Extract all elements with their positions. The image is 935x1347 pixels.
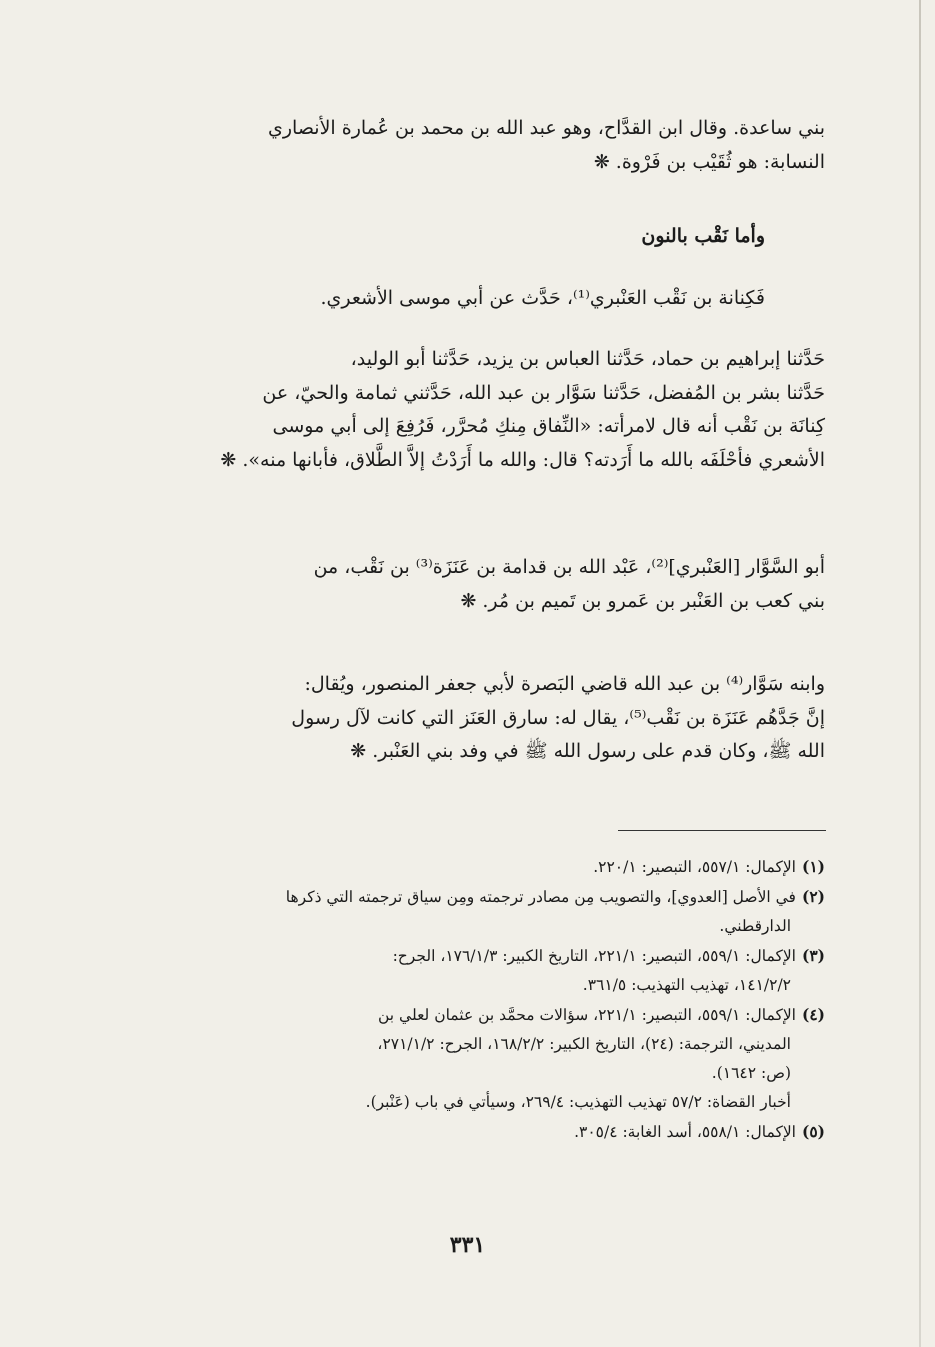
footnote-number: (٤): [801, 1005, 825, 1024]
text-line: النسابة: هو ثُقَيْب بن فَرْوة. ❋: [593, 150, 825, 173]
footnote-text: الإكمال: ٥٥٨/١، أسد الغابة: ٣٠٥/٤.: [574, 1123, 796, 1141]
text-line: بني كعب بن العَنْبر بن عَمرو بن تَميم بن مُر. ❋: [460, 589, 825, 612]
text-line: الله ﷺ، وكان قدم على رسول الله ﷺ في وفد بني العَنْبر. ❋: [350, 740, 825, 762]
footnote-number: (٣): [801, 946, 825, 965]
footnote-text: الإكمال: ٥٥٩/١، التبصير: ٢٢١/١، سؤالات محمَّد بن عثمان لعلي بن: [377, 1006, 796, 1024]
section-heading: وأما نَقْب بالنون: [641, 225, 765, 247]
footnote-number: (٥): [801, 1122, 825, 1141]
text-line: فَكِنانة بن نَقْب العَنْبري⁽¹⁾، حَدَّث عن أبي موسى الأشعري.: [320, 287, 765, 309]
paragraph-3: [135, 282, 825, 316]
footnote-text: الإكمال: ٥٥٩/١، التبصير: ٢٢١/١، التاريخ الكبير: ١٧٦/١/٣، الجرح:: [392, 947, 796, 965]
footnote-number: (١): [801, 857, 825, 876]
footnotes: [135, 852, 825, 1147]
paragraph-1: [135, 112, 825, 179]
footnote-text: أخبار القضاة: ٥٧/٢ تهذيب التهذيب: ٢٦٩/٤، وسيأتي في باب (عَنْبر).: [365, 1093, 791, 1111]
text-line: وابنه سَوَّار⁽⁴⁾ بن عبد الله قاضي البَصرة لأبي جعفر المنصور، ويُقال:: [304, 673, 825, 695]
footnote-text: الإكمال: ٥٥٧/١، التبصير: ٢٢٠/١.: [593, 858, 796, 876]
paragraph-5: [135, 551, 825, 618]
paragraph-6: [135, 668, 825, 769]
footnote-text: في الأصل [العدوي]، والتصويب مِن مصادر ترجمته ومِن سياق ترجمته التي ذكرها: [285, 888, 796, 906]
text-line: حَدَّثنا بشر بن المُفضل، حَدَّثنا سَوَّار بن عبد الله، حَدَّثني ثمامة والحيّ، عن: [262, 381, 825, 404]
text-line: كِنانَة بن نَقْب أنه قال لامرأته: «النِّفاق مِنكِ مُحرَّر، فَرُفِعَ إلى أبي موسى: [272, 415, 825, 437]
footnote-5: [135, 1117, 825, 1147]
page-edge: [919, 0, 921, 1347]
paragraph-4: [135, 343, 825, 477]
text-line: إنَّ جَدَّهُم عَنَزَة بن نَقْب⁽⁵⁾، يقال له: سارق العَنَز التي كانت لآل رسول: [291, 706, 825, 729]
footnote-4: [135, 1000, 825, 1030]
text-line: حَدَّثنا إبراهيم بن حماد، حَدَّثنا العباس بن يزيد، حَدَّثنا أبو الوليد،: [350, 348, 825, 370]
text-line: بني ساعدة. وقال ابن القدَّاح، وهو عبد الله بن محمد بن عُمارة الأنصاري: [267, 117, 825, 139]
footnote-text: ١٤١/٢/٢، تهذيب التهذيب: ٣٦١/٥.: [582, 976, 791, 994]
footnote-text: الدارقطني.: [719, 917, 791, 935]
footnote-number: (٢): [801, 887, 825, 906]
page-number: ٣٣١: [449, 1232, 486, 1258]
footnote-1: [135, 852, 825, 882]
footnote-separator: [618, 830, 826, 831]
paragraph-2: [135, 220, 825, 254]
footnote-2: [135, 882, 825, 912]
text-line: أبو السَّوَّار [العَنْبري]⁽²⁾، عَبْد الله بن قدامة بن عَنَزَة⁽³⁾ بن نَقْب، من: [313, 556, 825, 578]
footnote-text: المديني، الترجمة: (٢٤)، التاريخ الكبير: ١٦٨/٢/٢، الجرح: ٢٧١/١/٢،: [377, 1035, 791, 1053]
footnote-text: (ص: ١٦٤٢).: [711, 1064, 791, 1082]
footnote-3: [135, 941, 825, 971]
text-line: الأشعري فأحْلَفَه بالله ما أَرَدته؟ قال: والله ما أَرَدْتُ إلاَّ الطَّلاق، فأبانها منه». ❋: [220, 448, 825, 471]
